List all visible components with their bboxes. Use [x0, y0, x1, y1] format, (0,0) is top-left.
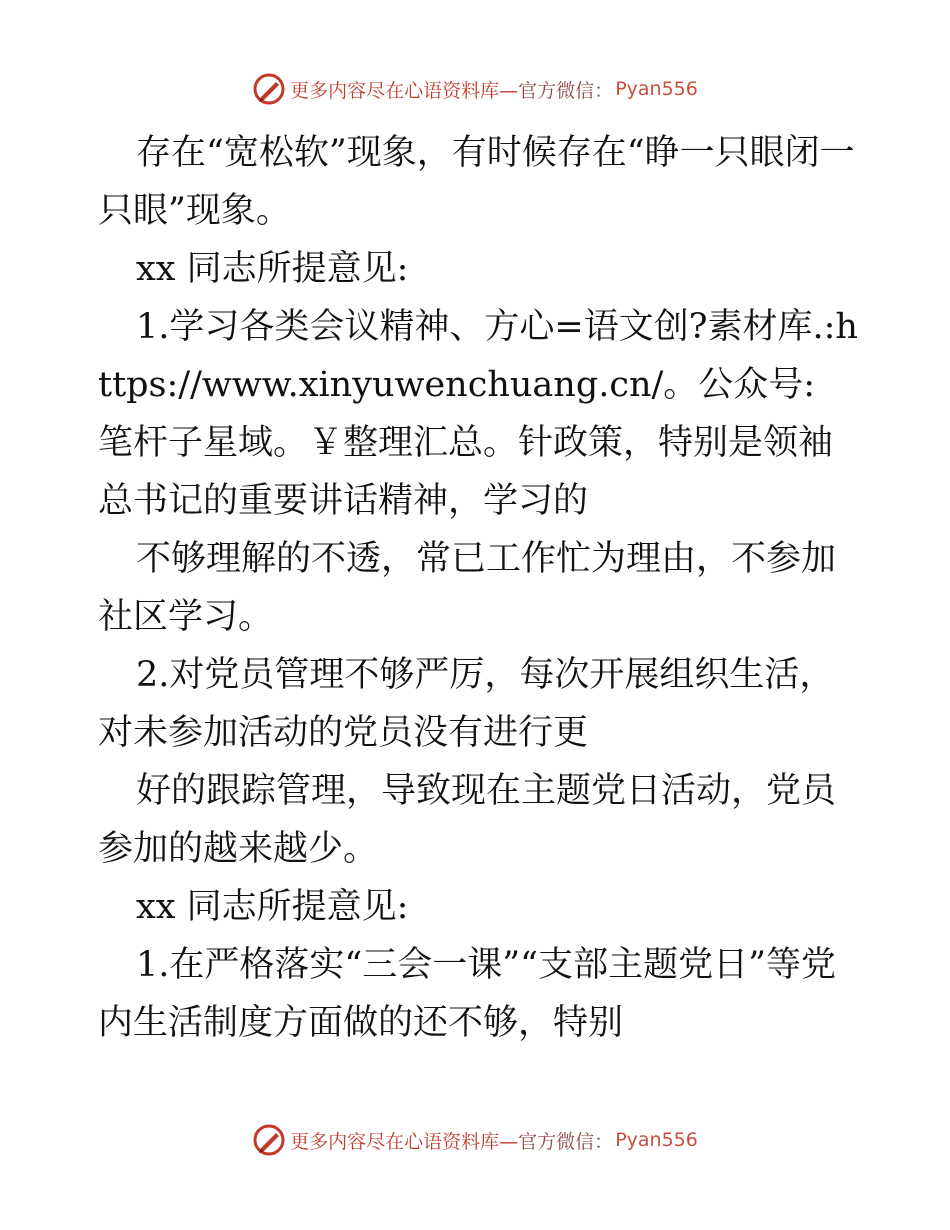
header-watermark	[0, 72, 950, 106]
paragraph: xx 同志所提意见:	[136, 887, 409, 927]
watermark-text: 更多内容尽在心语资料库—	[290, 1130, 519, 1153]
paragraph: 好的跟踪管理，导致现在主题党日活动，党员参加的越来越少。	[98, 771, 837, 869]
watermark-text: 更多内容尽在心语资料库—	[290, 79, 519, 102]
watermark-wechat-id: Pyan556	[615, 1129, 698, 1151]
paragraph: xx 同志所提意见:	[136, 249, 409, 289]
footer-watermark	[0, 1123, 950, 1157]
logo-icon	[252, 72, 286, 106]
watermark-wechat-id: Pyan556	[615, 78, 698, 100]
paragraph: 1.在严格落实“三会一课”“支部主题党日”等党内生活制度方面做的还不够，特别	[98, 945, 836, 1043]
paragraph: 1.学习各类会议精神、方心=语文创?素材库.:https://www.xinyuwenchuang.cn/。公众号: 笔杆子星域。￥整理汇总。针政策，特别是领袖总书记的重要讲话精神，学习的	[98, 307, 858, 521]
watermark-wechat-label: 官方微信：	[518, 1130, 614, 1153]
paragraph: 不够理解的不透，常已工作忙为理由，不参加社区学习。	[98, 539, 837, 637]
paragraph: 存在“宽松软”现象，有时候存在“睁一只眼闭一只眼”现象。	[98, 133, 855, 231]
document-body	[98, 124, 858, 1052]
watermark-wechat-label: 官方微信：	[518, 79, 614, 102]
logo-icon	[252, 1123, 286, 1157]
paragraph: 2.对党员管理不够严厉，每次开展组织生活，对未参加活动的党员没有进行更	[98, 655, 835, 753]
